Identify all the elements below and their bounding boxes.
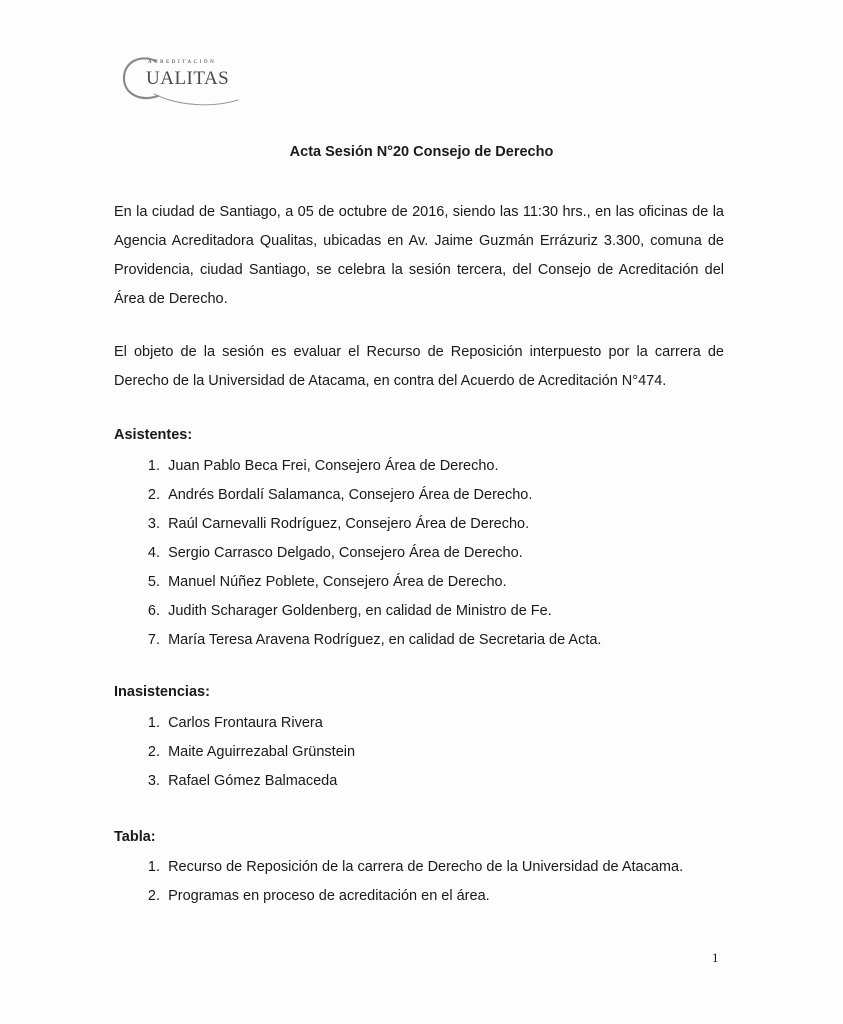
list-item: 1. Carlos Frontaura Rivera (147, 715, 323, 731)
list-item: 4. Sergio Carrasco Delgado, Consejero Área de Derecho. (147, 545, 523, 561)
list-item: 3. Raúl Carnevalli Rodríguez, Consejero Área de Derecho. (147, 516, 530, 532)
list-item: 6. Judith Scharager Goldenberg, en calidad de Ministro de Fe. (147, 603, 552, 619)
tabla-heading: Tabla: (114, 829, 156, 845)
inasistencias-list (114, 709, 355, 796)
list-item: 2. Andrés Bordalí Salamanca, Consejero Área de Derecho. (147, 487, 533, 503)
logo-main-text: UALITAS (146, 68, 230, 89)
list-item: 3. Rafael Gómez Balmaceda (147, 773, 338, 789)
list-item: 1. Recurso de Reposición de la carrera de Derecho de la Universidad de Atacama. (147, 859, 684, 875)
list-item: 5. Manuel Núñez Poblete, Consejero Área de Derecho. (147, 574, 507, 590)
asistentes-list (114, 452, 601, 655)
qualitas-logo (118, 48, 268, 118)
document-title: Acta Sesión N°20 Consejo de Derecho (289, 144, 554, 160)
tabla-list (114, 853, 683, 911)
asistentes-heading: Asistentes: (114, 427, 193, 443)
list-item: 2. Programas en proceso de acreditación en el área. (147, 888, 490, 904)
list-item: 7. María Teresa Aravena Rodríguez, en calidad de Secretaria de Acta. (147, 632, 602, 648)
page-number: 1 (712, 950, 719, 965)
list-item: 2. Maite Aguirrezabal Grünstein (147, 744, 356, 760)
list-item: 1. Juan Pablo Beca Frei, Consejero Área de Derecho. (147, 458, 499, 474)
inasistencias-heading: Inasistencias: (114, 684, 210, 700)
objective-paragraph: El objeto de la sesión es evaluar el Recurso de Reposición interpuesto por la carrera de Derecho de la Universidad de Atacama, en contra del Acuerdo de Acreditación N°474. (114, 344, 724, 389)
logo-small-text: ACREDITACIÓN (148, 60, 217, 65)
intro-paragraph: En la ciudad de Santiago, a 05 de octubre de 2016, siendo las 11:30 hrs., en las oficinas de la Agencia Acreditadora Qualitas, ubicadas en Av. Jaime Guzmán Errázuriz 3.300, comuna de Providencia, ciudad Santiago, se celebra la sesión tercera, del Consejo de Acreditación del Área de Derecho. (114, 204, 724, 307)
